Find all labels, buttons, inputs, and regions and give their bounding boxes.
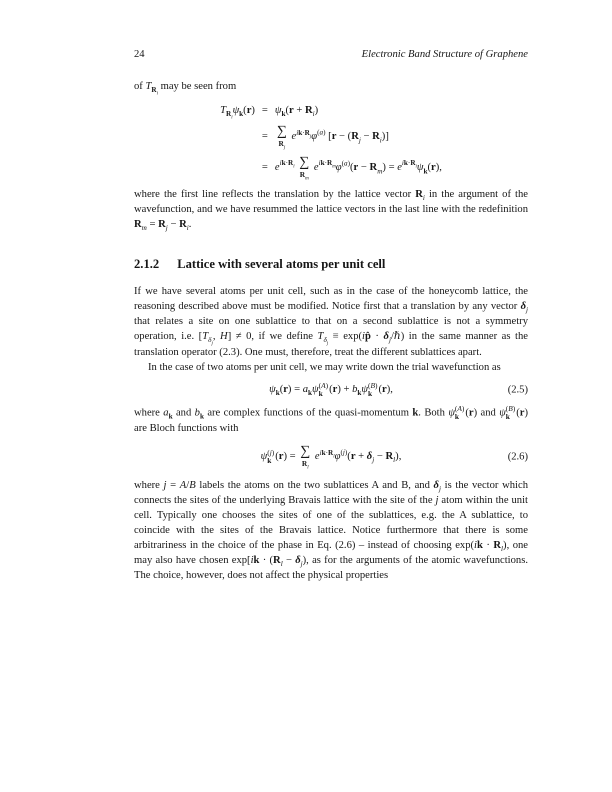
eq-row2-rhs: ∑ $R_j$ $e^{ik\cdot R_j}\varphi^{(a)}$ $[r - (R_j - R_i)]$ — [276, 124, 389, 151]
page-header — [134, 47, 528, 62]
eq-row2-relation: = — [261, 131, 268, 143]
equation-2-6 — [134, 444, 528, 471]
equation-2-5-body: $\psi_k(r) = a_k\psi$ (A) k $(r) + b_k\psi$ (B) k (r), — [269, 380, 393, 398]
running-title: Electronic Band Structure of Graphene — [361, 49, 528, 60]
eq-row1-lhs: $T_{R_i}\psi_k(r)$ — [220, 104, 255, 121]
eq-row3-relation: = — [261, 161, 268, 173]
equation-array — [134, 103, 528, 182]
text-block — [134, 47, 528, 583]
paragraph-trial-wavefunction: In the case of two atoms per unit cell, we may write down the trial wavefunction as — [148, 361, 501, 373]
equation-2-5 — [134, 382, 528, 398]
eq-row3-rhs: $e^{ik\cdot R_i}$ ∑ $R_m$ $e^{ik\cdot R_m}\varphi^{(a)}(r - R_m) = e^{ik\cdot R_i}\psi_k(r)$, — [274, 154, 442, 182]
paragraph-sublattices: If we have several atoms per unit cell, such as in the case of the honeycomb lattice, the reasoning described above must be modified. Notice first that a translation by any vector $\delta_j$ that relates a site on one sublattice to that on a second sublattice is not a symmetry operation, i.e. [$T_{\delta_j}$, H] ≠ 0, if we define $T_{\delta_j}$ ≡ exp(ip̂ · $\delta_j/\hbar$) in the same manner as the translation operator (2.3). One must, therefore, treat the different sublattices apart. — [134, 286, 528, 358]
section-heading — [134, 256, 528, 272]
paragraph-translation: where the first line reflects the translation by the lattice vector $R_i$ in the argument of the wavefunction, and we have resummed the lattice vectors in the last line with the redefinition $R_m = R_j - R_i$. — [134, 189, 528, 233]
intro-line: of $T_{R_i}$ may be seen from — [134, 81, 237, 97]
section-title: Lattice with several atoms per unit cell — [177, 257, 386, 272]
equation-2-6-body: ψ (j) k (r) = ∑ $R_l$ $e^{ik\cdot R_l}\varphi^{(j)}(r + \delta_j - R_l)$, — [260, 444, 402, 471]
section-number: 2.1.2 — [134, 257, 160, 272]
paragraph-final: where j = A/B labels the atoms on the two sublattices A and B, and $\delta_j$ is the vector which connects the sites of the underlying Bravais lattice with the site of the j atom within the unit cell. Typically one chooses the sites of one of the sublattices, e.g. the A sublattice, to coincide with the sites of the Bravais lattice. Notice furthermore that there is some arbitrariness in the choice of the phase in Eq. (2.6) – instead of choosing $\exp(ik \cdot R_l)$, one may also have chosen $\exp[ik \cdot (R_l - \delta_j)$, as for the arguments of the atomic wavefunctions. The choice, however, does not affect the physical properties — [134, 479, 529, 581]
paragraph-bloch: where $a_k$ and $b_k$ are complex functions of the quasi-momentum k. Both ψ (A) k (r) and ψ (B) k (r) are Bloch functions with — [134, 403, 528, 435]
equation-2-6-number: (2.6) — [507, 451, 528, 463]
equation-2-5-number: (2.5) — [507, 384, 528, 396]
eq-row1-rhs: $\psi_k(r + R_i)$ — [274, 104, 319, 118]
page-number: 24 — [134, 49, 145, 60]
eq-row1-relation: = — [261, 104, 268, 116]
